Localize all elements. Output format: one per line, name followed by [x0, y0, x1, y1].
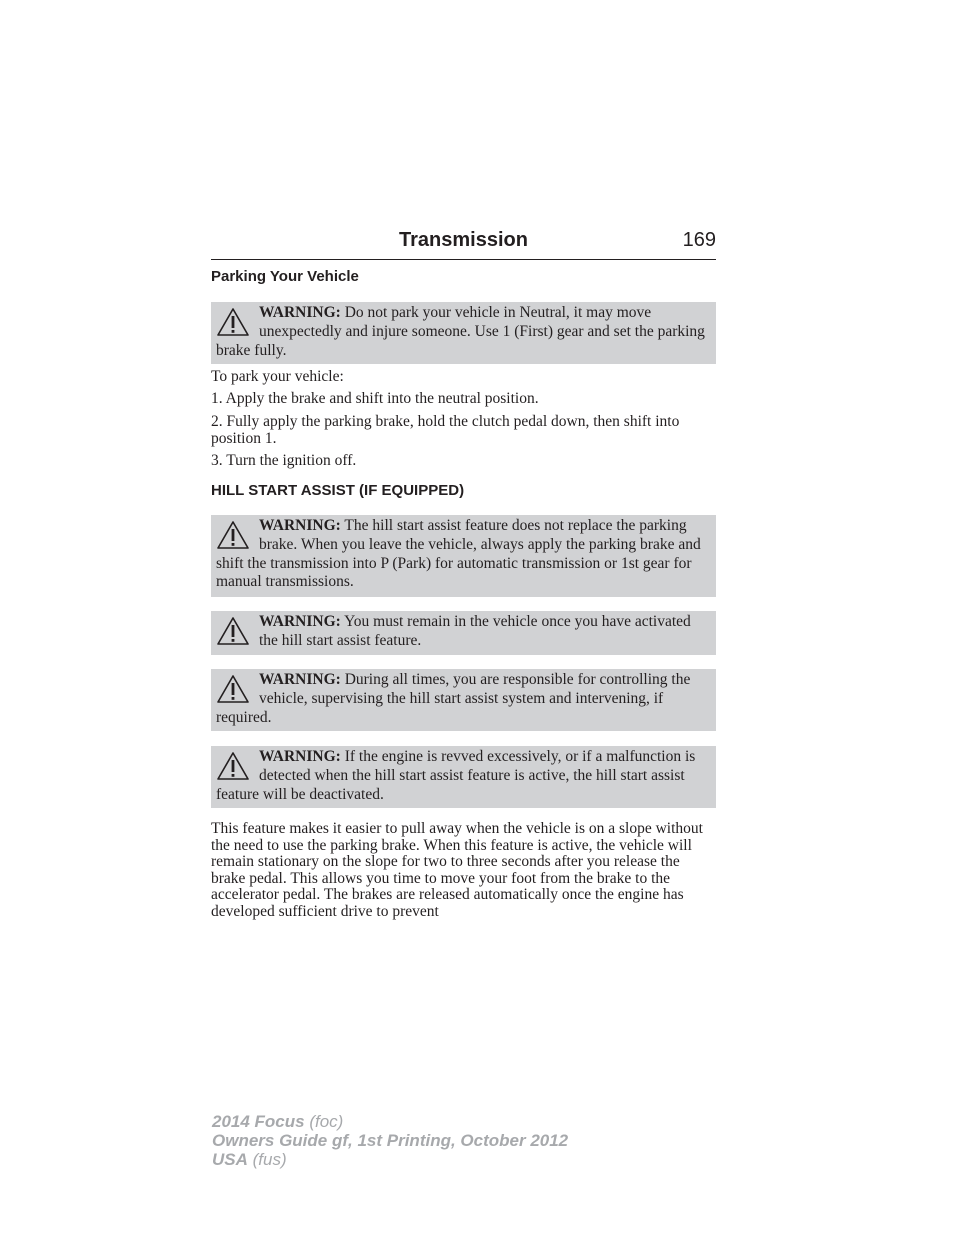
section-heading-hill-start: HILL START ASSIST (IF EQUIPPED): [211, 482, 465, 499]
warning-label: WARNING:: [259, 613, 341, 630]
warning-text: Do not park your vehicle in Neutral, it may move unexpectedly and injure someone. Use 1 (First) gear and set the parking brake fully.: [216, 304, 705, 359]
page-number: 169: [682, 229, 716, 251]
warning-box: [211, 515, 716, 597]
warning-label: WARNING:: [259, 671, 341, 688]
warning-triangle-icon: [216, 674, 250, 704]
paragraph: To park your vehicle:: [211, 368, 344, 385]
warning-triangle-icon: [216, 307, 250, 337]
chapter-title: Transmission: [399, 229, 528, 251]
warning-label: WARNING:: [259, 517, 341, 534]
warning-box: [211, 611, 716, 655]
footer-line: Owners Guide gf, 1st Printing, October 2012: [212, 1131, 569, 1150]
footer-line: 2014 Focus (foc): [212, 1112, 344, 1131]
warning-triangle-icon: [216, 751, 250, 781]
page-header: [211, 229, 716, 260]
list-item: 1. Apply the brake and shift into the neutral position.: [211, 390, 539, 407]
list-item: 2. Fully apply the parking brake, hold the clutch pedal down, then shift into position 1.: [211, 413, 680, 447]
warning-text: If the engine is revved excessively, or if a malfunction is detected when the hill start assist feature is active, the hill start assist feature will be deactivated.: [216, 748, 696, 803]
warning-text: You must remain in the vehicle once you have activated the hill start assist feature.: [259, 613, 691, 649]
warning-box: [211, 302, 716, 364]
warning-text: The hill start assist feature does not replace the parking brake. When you leave the vehicle, always apply the parking brake and shift the transmission into P (Park) for automatic transmission or 1st gear for manual transmissions.: [216, 517, 701, 591]
warning-text: During all times, you are responsible for controlling the vehicle, supervising the hill start assist system and intervening, if required.: [216, 671, 691, 726]
section-heading-parking: Parking Your Vehicle: [211, 268, 359, 285]
warning-triangle-icon: [216, 520, 250, 550]
body-paragraph: This feature makes it easier to pull away when the vehicle is on a slope without the need to use the parking brake. When this feature is active, the vehicle will remain stationary on the slope for two to three seconds after you release the brake pedal. This allows you time to move your foot from the brake to the accelerator pedal. The brakes are released automatically once the engine has developed sufficient drive to prevent: [211, 820, 703, 920]
list-item: 3. Turn the ignition off.: [211, 452, 357, 469]
warning-box: [211, 669, 716, 731]
warning-triangle-icon: [216, 616, 250, 646]
warning-label: WARNING:: [259, 304, 341, 321]
footer-line: USA (fus): [212, 1150, 287, 1169]
page-footer: [212, 1112, 568, 1169]
warning-box: [211, 746, 716, 808]
warning-label: WARNING:: [259, 748, 341, 765]
